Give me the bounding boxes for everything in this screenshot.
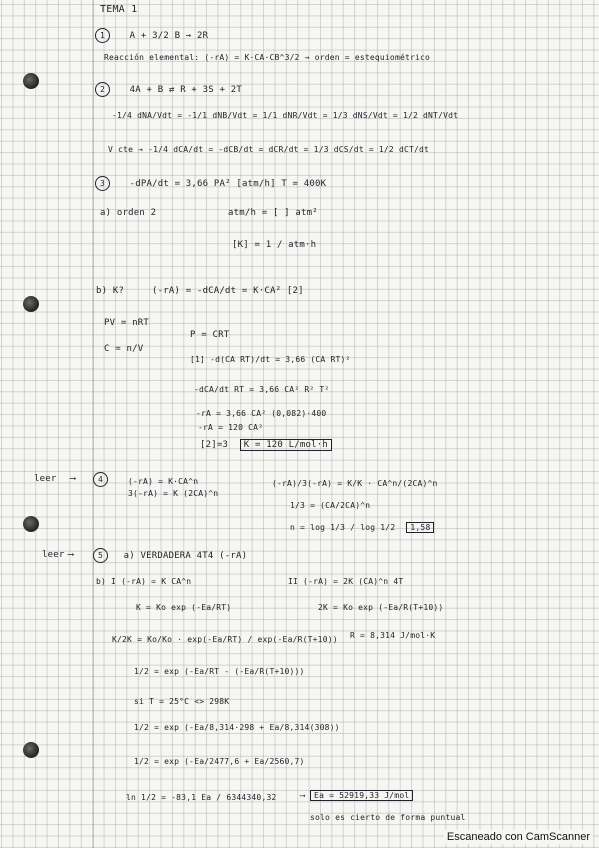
punch-hole	[23, 296, 39, 312]
q5-e1: 1/2 = exp (-Ea/8,314·298 + Ea/8,314(308))	[134, 723, 340, 732]
punch-hole	[23, 742, 39, 758]
question-number: 3	[95, 176, 110, 191]
scanner-watermark: Escaneado con CamScanner	[444, 830, 593, 844]
q5-ln: ln 1/2 = -83,1 Ea / 6344340,32	[126, 793, 277, 802]
q3b-p: P = CRT	[190, 330, 230, 340]
arrow-icon: ⟶	[70, 474, 76, 484]
q3b-ref: [2]=3	[200, 440, 229, 450]
q3b-c: C = n/V	[104, 344, 144, 354]
q2-line2: V cte → -1/4 dCA/dt = -dCB/dt = dCR/dt = 1/3 dCS/dt = 1/2 dCT/dt	[108, 145, 430, 154]
q1-reaction: A + 3/2 B → 2R	[129, 31, 209, 41]
q5-note: solo es cierto de forma puntual	[310, 813, 466, 822]
q3b-step3: -rA = 3,66 CA² (0,082)·400	[196, 409, 327, 418]
q4-side-note: leer	[34, 474, 57, 484]
page-title: TEMA 1	[100, 4, 138, 15]
question-number: 1	[95, 28, 110, 43]
q1-rate: Reacción elemental: (-rA) = K·CA·CB^3/2 → orden = estequiométrico	[104, 53, 431, 62]
punch-hole	[23, 73, 39, 89]
question-number: 4	[93, 472, 108, 487]
question-2	[95, 82, 242, 97]
question-4	[93, 472, 108, 487]
q5a: a) VERDADERA 4T4 (-rA)	[123, 551, 248, 561]
q4-result: 1,58	[406, 522, 434, 533]
q3a-units: atm/h = [ ] atm²	[228, 208, 318, 218]
q3b-result: K = 120 L/mol·h	[240, 439, 332, 451]
q3b-equation: (-rA) = -dCA/dt = K·CA² [2]	[152, 286, 304, 296]
punch-hole	[23, 516, 39, 532]
q5-result-line	[300, 790, 413, 801]
q3a-label: a) orden 2	[100, 208, 157, 218]
q3b-step2: -dCA/dt RT = 3,66 CA² R² T²	[194, 385, 330, 394]
q3b-step1: [1] -d(CA RT)/dt = 3,66 (CA RT)²	[190, 355, 351, 364]
q4-right1: (-rA)/3(-rA) = K/K · CA^n/(2CA)^n	[272, 479, 438, 488]
arrow-icon: ⟶	[300, 791, 311, 800]
question-number: 2	[95, 82, 110, 97]
question-3	[95, 176, 326, 191]
q4-left2: 3(-rA) = K (2CA)^n	[128, 489, 219, 498]
q4-left1: (-rA) = K·CA^n	[128, 477, 199, 486]
q4-right3-line	[290, 522, 434, 533]
q3b-label: b) K?	[96, 286, 125, 296]
q3b-result-line	[200, 440, 332, 451]
arrow-icon: ⟶	[68, 550, 74, 560]
q5-R: R = 8,314 J/mol·K	[350, 631, 436, 640]
q2-reaction: 4A + B ⇄ R + 3S + 2T	[129, 85, 242, 95]
question-1	[95, 28, 208, 43]
question-5	[93, 548, 247, 563]
q5-half: 1/2 = exp (-Ea/RT - (-Ea/R(T+10)))	[134, 667, 305, 676]
q5-si: si T = 25°C <> 298K	[134, 697, 230, 706]
q5-e2: 1/2 = exp (-Ea/2477,6 + Ea/2560,7)	[134, 757, 305, 766]
q5-result: Ea = 52919,33 J/mol	[310, 790, 413, 801]
q5b-II: II (-rA) = 2K (CA)^n 4T	[288, 577, 404, 586]
q5-side-note: leer	[42, 550, 65, 560]
question-number: 5	[93, 548, 108, 563]
q5b: b) I (-rA) = K CA^n	[96, 577, 192, 586]
q2-line1: -1/4 dNA/Vdt = -1/1 dNB/Vdt = 1/1 dNR/Vdt = 1/3 dNS/Vdt = 1/2 dNT/Vdt	[112, 111, 459, 120]
q4-right2: 1/3 = (CA/2CA)^n	[290, 501, 371, 510]
q5-ratio: K/2K = Ko/Ko · exp(-Ea/RT) / exp(-Ea/R(T+10))	[112, 635, 338, 644]
q3-equation: -dPA/dt = 3,66 PA² [atm/h] T = 400K	[129, 179, 327, 189]
q5-k2: 2K = Ko exp (-Ea/R(T+10))	[318, 603, 444, 612]
margin-line	[93, 0, 94, 848]
q3b-pv: PV = nRT	[104, 318, 149, 328]
q4-right3: n = log 1/3 / log 1/2	[290, 523, 396, 532]
q3a-k: [K] = 1 / atm·h	[232, 240, 317, 250]
q5-k1: K = Ko exp (-Ea/RT)	[136, 603, 232, 612]
q3b-step4: -rA = 120 CA²	[198, 423, 264, 432]
